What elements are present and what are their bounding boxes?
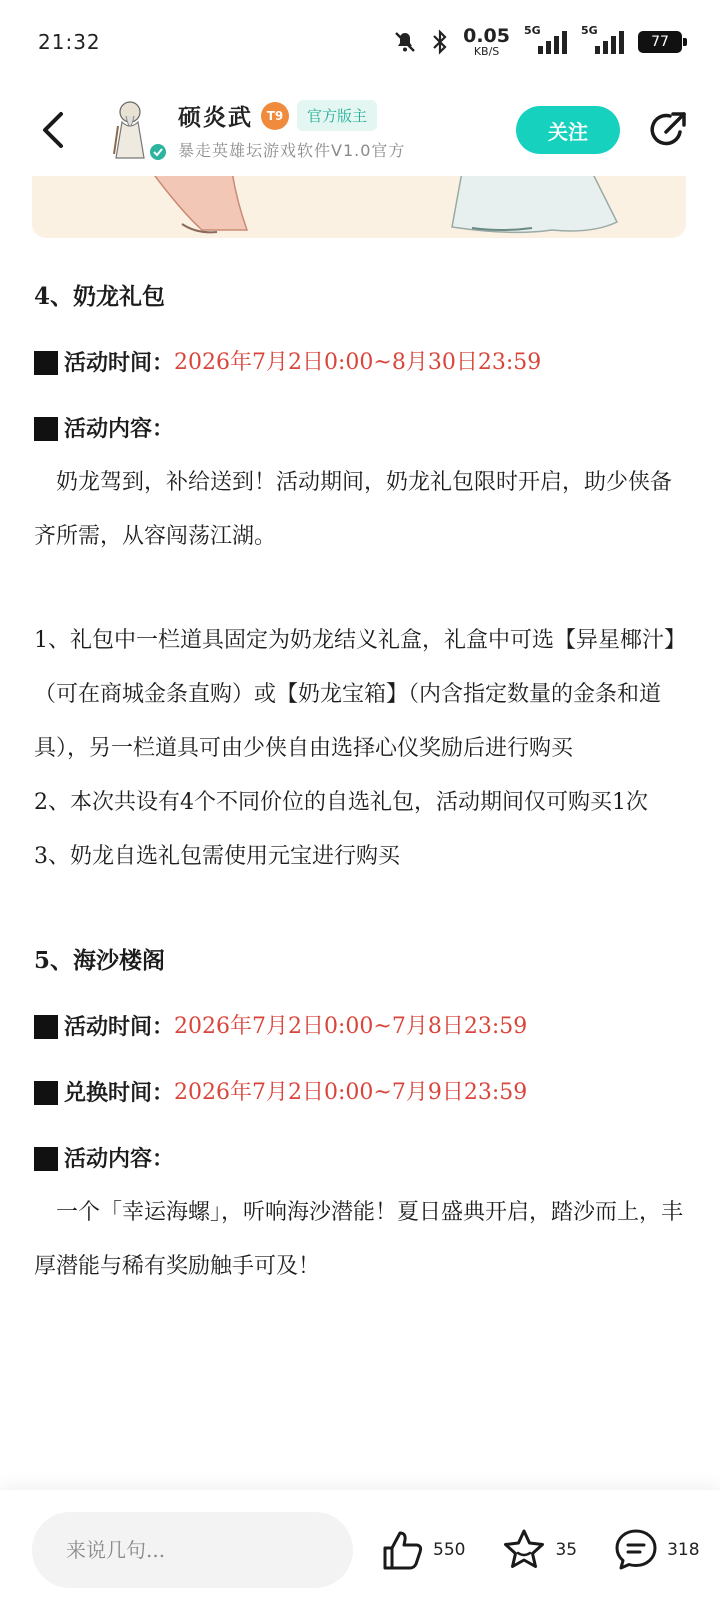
bullet-square <box>34 351 58 375</box>
avatar[interactable] <box>104 96 164 164</box>
network-speed-value: 0.05 <box>463 25 510 47</box>
comment-count: 318 <box>667 1540 700 1560</box>
s5-content-row <box>34 1132 684 1186</box>
comment-icon <box>613 1527 659 1573</box>
s4-intro: 奶龙驾到，补给送到！活动期间，奶龙礼包限时开启，助少侠备齐所需，从容闯荡江湖。 <box>34 470 673 549</box>
s4-content-row <box>34 402 684 456</box>
like-icon <box>381 1528 425 1572</box>
s5-time-value: 2026年7月2日0:00~7月8日23:59 <box>174 1014 528 1039</box>
star-icon <box>501 1527 547 1573</box>
s5-intro: 一个「幸运海螺」，听响海沙潜能！夏日盛典开启，踏沙而上，丰厚潜能与稀有奖励触手可及！ <box>34 1200 684 1279</box>
share-button[interactable] <box>646 108 690 152</box>
s5-exchange-row <box>34 1066 684 1120</box>
name-row <box>178 99 405 132</box>
favorite-count: 35 <box>555 1540 578 1560</box>
back-arrow-icon <box>39 110 67 150</box>
s5-content-label: 活动内容： <box>64 1146 175 1172</box>
bullet-square <box>34 1081 58 1105</box>
signal-strength-2 <box>581 24 624 54</box>
follow-button[interactable]: 关注 <box>516 106 620 154</box>
favorite-button[interactable] <box>501 1527 577 1573</box>
banner-image <box>32 172 686 238</box>
user-name[interactable]: 硕炎武 <box>178 104 253 131</box>
s4-content-label: 活动内容： <box>64 416 175 442</box>
mute-icon <box>393 30 417 54</box>
user-subtitle: 暴走英雄坛游戏软件V1.0官方 <box>178 141 406 160</box>
s5-exchange-label: 兑换时间： <box>64 1080 175 1106</box>
bluetooth-icon <box>431 29 449 55</box>
status-time: 21:32 <box>38 30 101 54</box>
s5-time-label: 活动时间： <box>64 1014 175 1040</box>
back-button[interactable] <box>30 107 76 153</box>
signal-1-label: 5G <box>524 24 541 37</box>
signal-2-label: 5G <box>581 24 598 37</box>
bullet-square <box>34 1015 58 1039</box>
level-badge: T9 <box>261 102 289 130</box>
article-body <box>34 270 684 1294</box>
post-header <box>0 84 720 176</box>
comment-input[interactable] <box>32 1512 353 1588</box>
s4-time-value: 2026年7月2日0:00~8月30日23:59 <box>174 350 542 375</box>
s4-item-3: 3、奶龙自选礼包需使用元宝进行购买 <box>34 844 400 869</box>
s4-time-label: 活动时间： <box>64 350 175 376</box>
bottom-action-bar <box>0 1490 720 1610</box>
s5-time-row <box>34 1000 684 1054</box>
status-icons <box>393 24 682 58</box>
like-button[interactable] <box>381 1528 465 1572</box>
battery-indicator: 77 <box>638 31 682 53</box>
s4-time-row <box>34 336 684 390</box>
network-speed-unit: KB/S <box>473 45 500 58</box>
share-icon <box>646 108 690 152</box>
s4-item-2: 2、本次共设有4个不同价位的自选礼包，活动期间仅可购买1次 <box>34 790 648 815</box>
bullet-square <box>34 417 58 441</box>
verified-icon <box>148 142 168 162</box>
role-tag: 官方版主 <box>297 100 377 131</box>
user-info <box>178 99 405 161</box>
bullet-square <box>34 1147 58 1171</box>
status-bar <box>0 0 720 84</box>
like-count: 550 <box>433 1540 466 1560</box>
signal-strength-1 <box>524 24 567 54</box>
section-5-title: 5、海沙楼阁 <box>34 947 166 974</box>
s5-exchange-value: 2026年7月2日0:00~7月9日23:59 <box>174 1080 528 1105</box>
s4-item-1: 1、礼包中一栏道具固定为奶龙结义礼盒，礼盒中可选【异星椰汁】（可在商城金条直购）或【奶龙宝箱】（内含指定数量的金条和道具），另一栏道具可由少侠自由选择心仪奖励后进行购买 <box>34 628 675 761</box>
comment-button[interactable] <box>613 1527 699 1573</box>
network-speed <box>463 27 510 57</box>
section-4-title: 4、奶龙礼包 <box>34 283 166 310</box>
